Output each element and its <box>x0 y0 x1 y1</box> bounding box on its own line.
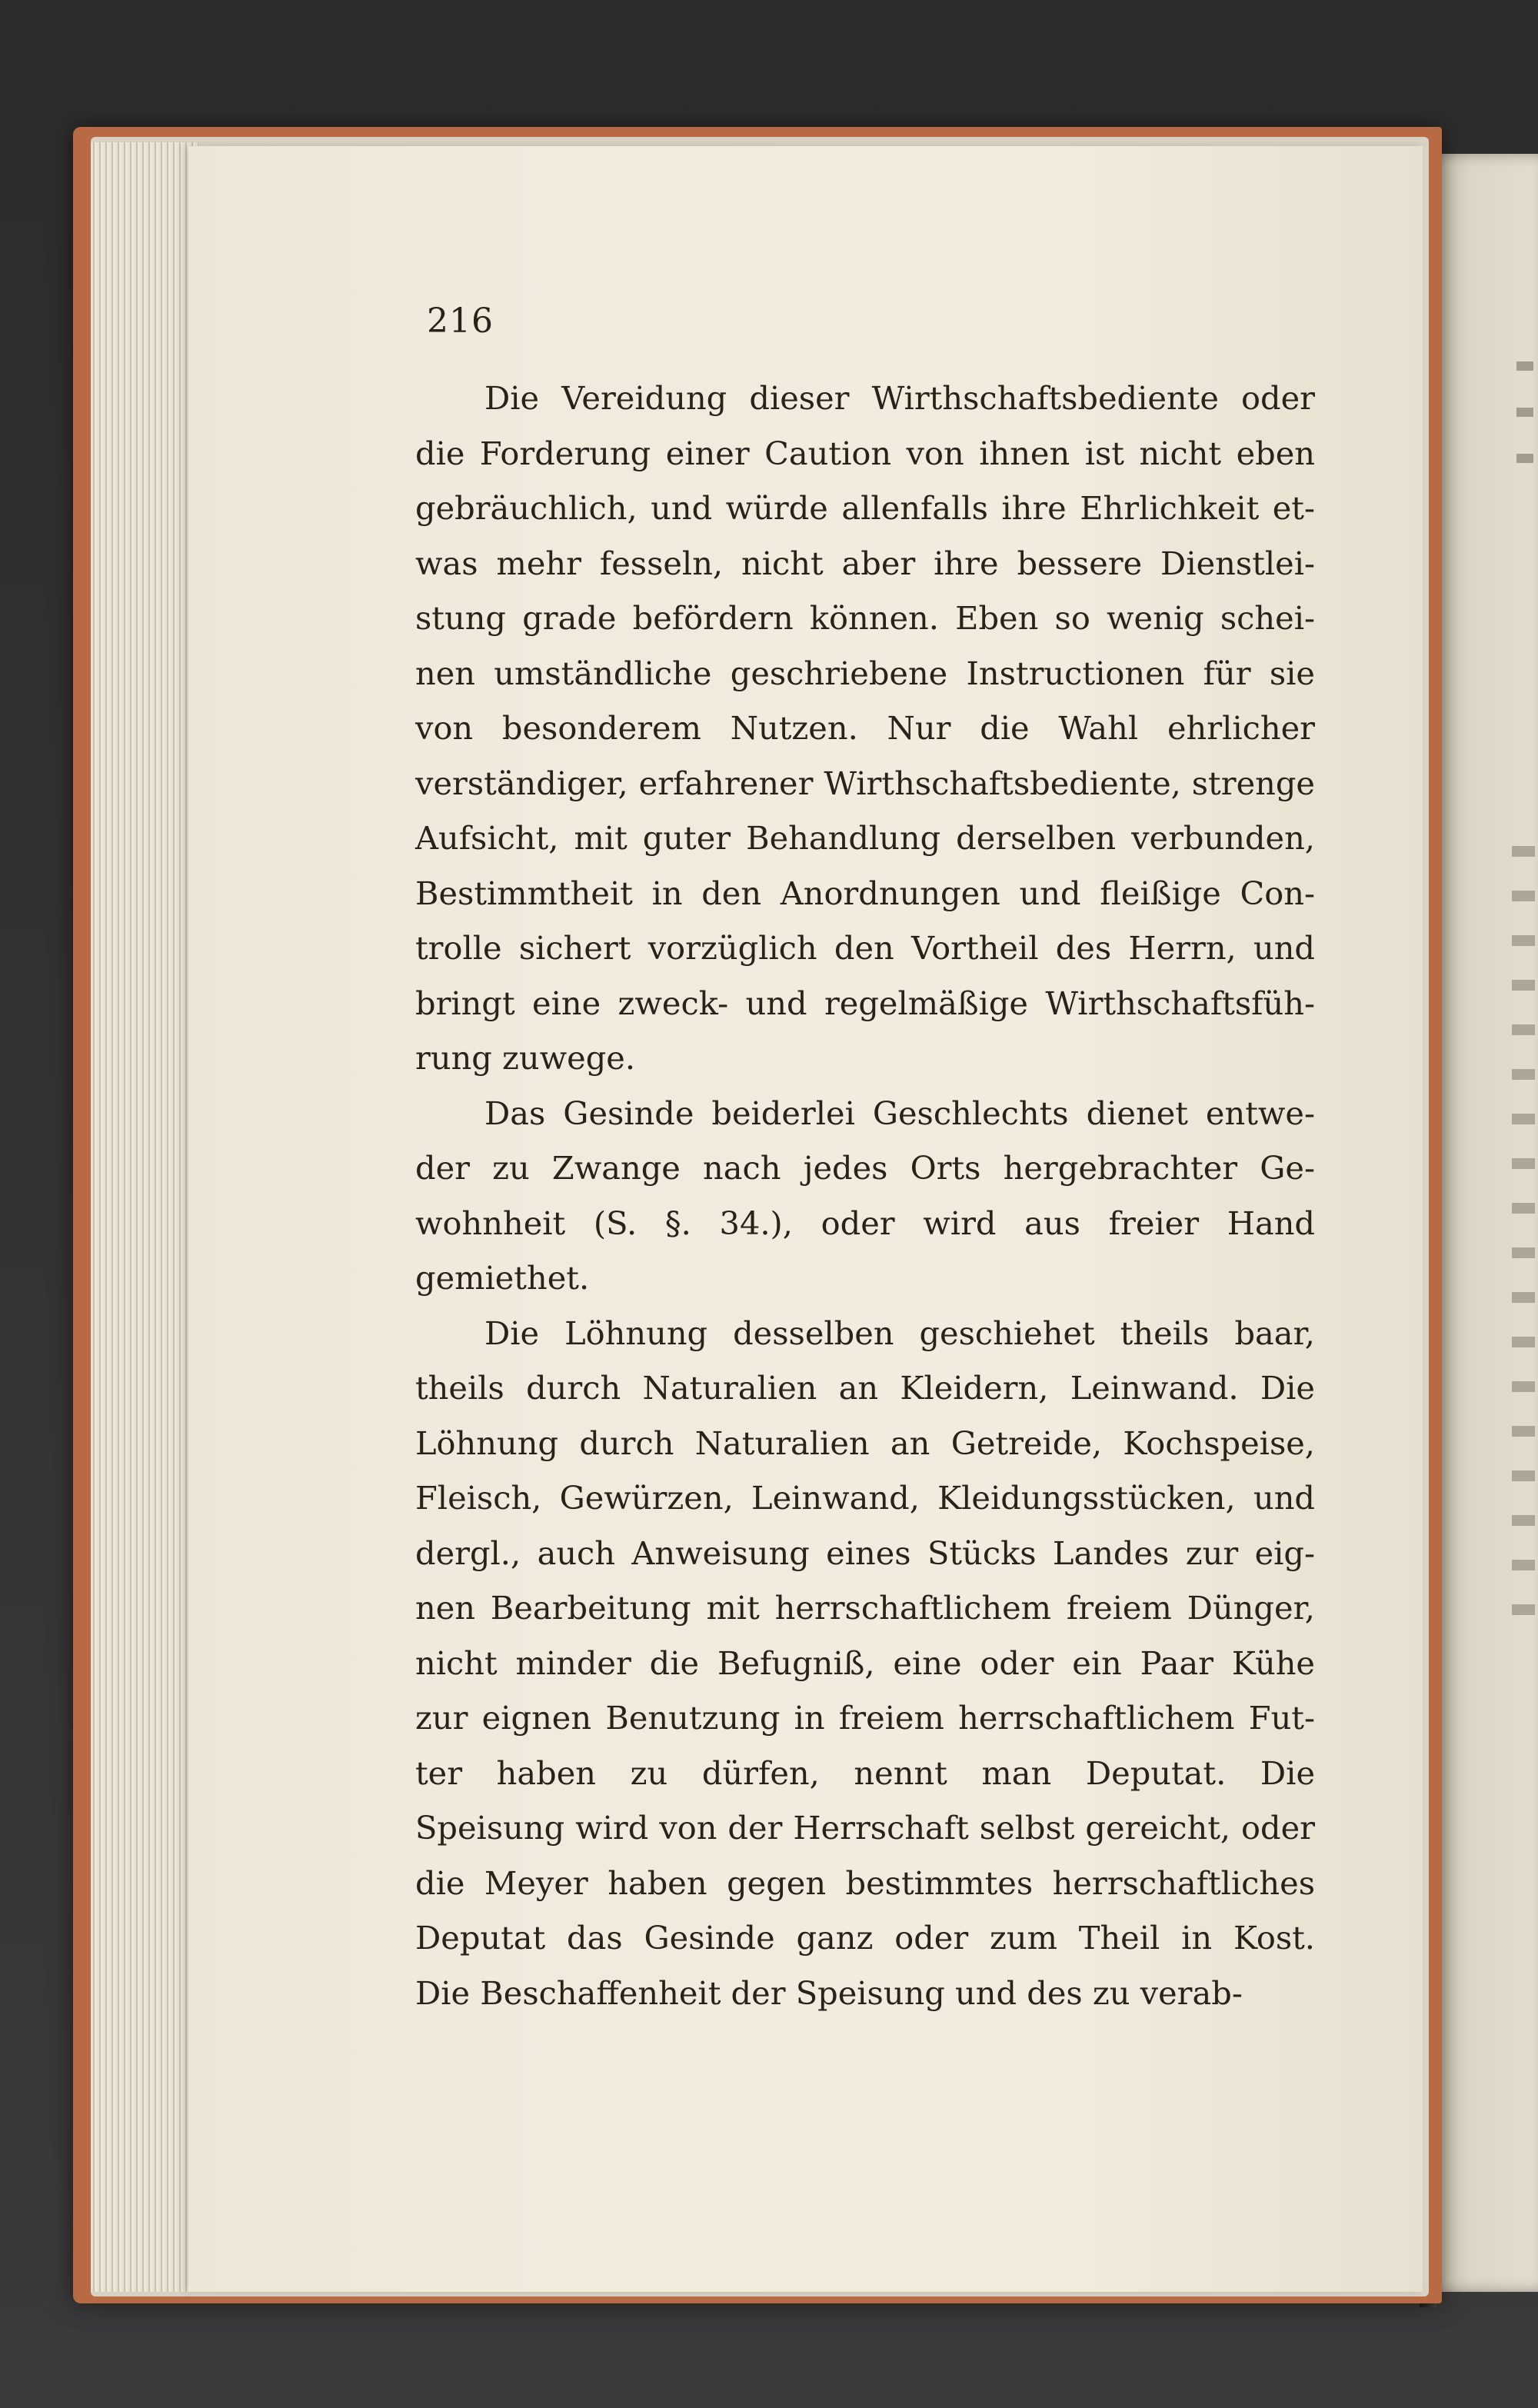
text-line: rung zuwege. <box>415 1039 636 1077</box>
paragraph <box>415 1086 1315 1306</box>
text-line: Löhnung durch Naturalien an Getreide, Kochspeise, <box>415 1424 1315 1462</box>
text-line: Die Vereidung dieser Wirthschaftsbediente oder <box>484 379 1315 417</box>
text-line: Die Löhnung desselben geschiehet theils baar, <box>484 1314 1315 1352</box>
text-line: Fleisch, Gewürzen, Leinwand, Kleidungsstücken, und <box>415 1479 1315 1517</box>
text-line: nicht minder die Befugniß, eine oder ein Paar Kühe <box>415 1644 1315 1682</box>
text-line: Die Beschaffenheit der Speisung und des zu verab- <box>415 1973 1243 2012</box>
text-line: ter haben zu dürfen, nennt man Deputat. Die <box>415 1754 1315 1792</box>
text-line: gemiethet. <box>415 1259 590 1297</box>
page-stack-edges <box>91 142 198 2292</box>
text-line: von besonderem Nutzen. Nur die Wahl ehrlicher <box>415 709 1315 747</box>
text-line: theils durch Naturalien an Kleidern, Leinwand. Die <box>415 1369 1315 1407</box>
text-line: Das Gesinde beiderlei Geschlechts dienet entwe- <box>484 1094 1315 1132</box>
text-line: zur eignen Benutzung in freiem herrschaftlichem Fut- <box>415 1699 1315 1737</box>
text-line: die Forderung einer Caution von ihnen ist nicht eben <box>415 434 1315 472</box>
facing-page-text-fragment <box>1516 361 1533 469</box>
text-line: der zu Zwange nach jedes Orts hergebrachter Ge- <box>415 1149 1315 1187</box>
paragraph <box>415 371 1315 1086</box>
text-line: Deputat das Gesinde ganz oder zum Theil in Kost. <box>415 1919 1315 1957</box>
text-line: was mehr fesseln, nicht aber ihre bessere Dienstlei- <box>415 544 1315 582</box>
page-text <box>415 371 1315 2020</box>
text-line: Aufsicht, mit guter Behandlung derselben verbunden, <box>415 819 1315 857</box>
facing-page-text-fragment <box>1512 846 1535 1615</box>
text-line: stung grade befördern können. Eben so wenig schei- <box>415 599 1315 637</box>
text-line: dergl., auch Anweisung eines Stücks Landes zur eig- <box>415 1534 1315 1572</box>
page-number: 216 <box>427 301 494 341</box>
text-line: Bestimmtheit in den Anordnungen und fleißige Con- <box>415 874 1315 912</box>
text-line: wohnheit (S. §. 34.), oder wird aus freier Hand <box>415 1204 1315 1242</box>
text-line: gebräuchlich, und würde allenfalls ihre Ehrlichkeit et- <box>415 489 1315 527</box>
text-line: trolle sichert vorzüglich den Vortheil des Herrn, und <box>415 929 1315 967</box>
text-line: nen umständliche geschriebene Instructionen für sie <box>415 654 1315 692</box>
text-line: Speisung wird von der Herrschaft selbst gereicht, oder <box>415 1809 1315 1847</box>
text-line: die Meyer haben gegen bestimmtes herrschaftliches <box>415 1863 1315 1902</box>
paragraph <box>415 1306 1315 2021</box>
text-line: bringt eine zweck- und regelmäßige Wirthschaftsfüh- <box>415 984 1315 1022</box>
text-line: nen Bearbeitung mit herrschaftlichem freiem Dünger, <box>415 1589 1315 1627</box>
text-line: verständiger, erfahrener Wirthschaftsbediente, strenge <box>415 764 1315 802</box>
